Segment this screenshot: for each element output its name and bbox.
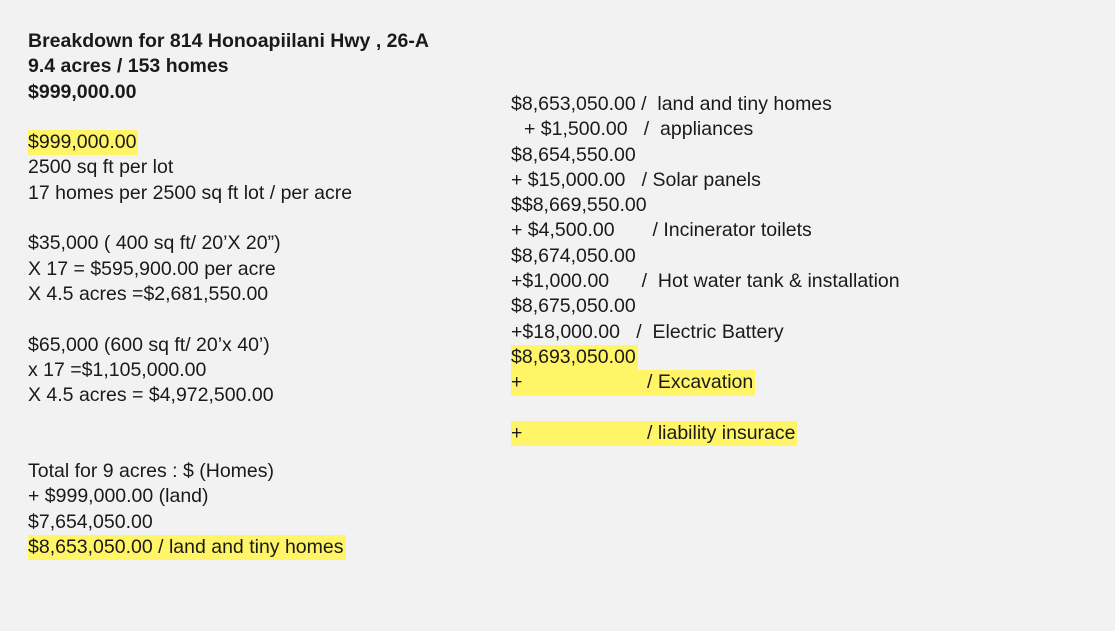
small-home-price: $35,000 ( 400 sq ft/ 20’X 20”) <box>28 232 281 255</box>
excavation-highlight: + / Excavation <box>511 370 755 395</box>
list-price: $999,000.00 <box>28 80 137 103</box>
total-land: + $999,000.00 (land) <box>28 485 209 508</box>
running-total-5: $8,675,050.00 <box>511 295 636 318</box>
homes-per-acre: 17 homes per 2500 sq ft lot / per acre <box>28 181 353 204</box>
small-home-total: X 4.5 acres =$2,681,550.00 <box>28 282 269 305</box>
small-home-per-acre: X 17 = $595,900.00 per acre <box>28 257 276 280</box>
hot-water-cost: +$1,000.00 / Hot water tank & installation <box>511 270 900 293</box>
document-title: Breakdown for 814 Honoapiilani Hwy , 26-A <box>28 30 429 52</box>
running-total-3: $$8,669,550.00 <box>511 194 647 217</box>
acreage-summary: 9.4 acres / 153 homes <box>28 55 229 78</box>
running-total-4: $8,674,050.00 <box>511 244 636 267</box>
running-total-1: $8,653,050.00 / land and tiny homes <box>511 93 832 115</box>
total-label: Total for 9 acres : $ (Homes) <box>28 460 274 483</box>
running-total-6-highlight: $8,693,050.00 <box>511 345 638 370</box>
left-column <box>28 29 498 560</box>
land-price-highlight: $999,000.00 <box>28 130 138 155</box>
total-homes: $7,654,050.00 <box>28 510 153 533</box>
appliances-cost: + $1,500.00 / appliances <box>524 118 754 141</box>
toilets-cost: + $4,500.00 / Incinerator toilets <box>511 219 812 242</box>
liability-insurance-highlight: + / liability insurace <box>511 421 797 446</box>
battery-cost: +$18,000.00 / Electric Battery <box>511 320 784 343</box>
total-sum-highlight: $8,653,050.00 / land and tiny homes <box>28 535 346 560</box>
right-column <box>511 92 1071 446</box>
large-home-total: X 4.5 acres = $4,972,500.00 <box>28 384 274 407</box>
large-home-price: $65,000 (600 sq ft/ 20’x 40’) <box>28 333 270 356</box>
solar-panels-cost: + $15,000.00 / Solar panels <box>511 168 761 191</box>
large-home-per-acre: x 17 =$1,105,000.00 <box>28 358 207 381</box>
running-total-2: $8,654,550.00 <box>511 143 636 166</box>
lot-size: 2500 sq ft per lot <box>28 156 174 179</box>
